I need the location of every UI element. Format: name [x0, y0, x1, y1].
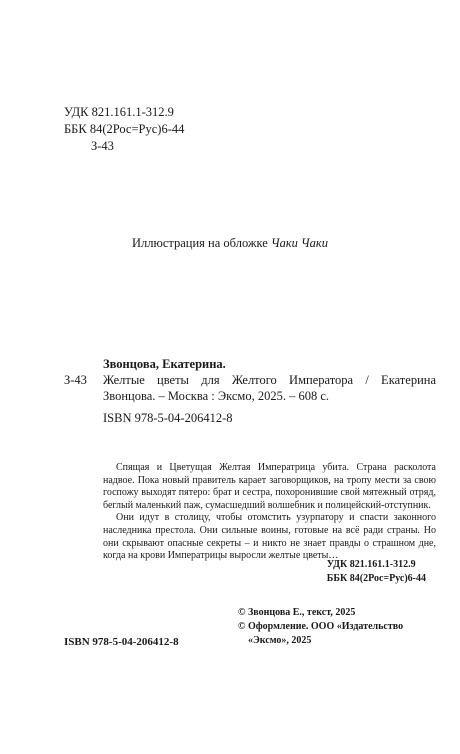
illustration-artist: Чаки Чаки [270, 236, 328, 250]
author-mark: З-43 [91, 139, 114, 153]
catalog-entry-row [64, 372, 436, 404]
top-classification-block [64, 104, 184, 155]
copyright-text: © Звонцова Е., текст, 2025 [238, 607, 356, 618]
catalog-author: Звонцова, Екатерина. [103, 357, 226, 371]
footer-udk: УДК 821.161.1-312.9 [326, 559, 416, 570]
bbk-code: ББК 84(2Рос=Рус)6-44 [64, 122, 185, 136]
illustration-prefix: Иллюстрация на обложке [131, 236, 268, 250]
copyright-design: © Оформление. ООО «Издательство [238, 621, 404, 632]
annotation-paragraph-1: Спящая и Цветущая Желтая Императрица убита. Страна расколота надвое. Пока новый правитель карает заговорщиков, на тропу мести за свою госпожу выходят пятеро: брат и сестра, похоронившие свой мятежный отряд, беглый маленький паж, сумасшедший волшебник и полицейский-отступник. [103, 462, 436, 511]
illustration-credit [0, 236, 460, 251]
catalog-isbn: ISBN 978-5-04-206412-8 [103, 411, 233, 425]
annotation [103, 462, 436, 563]
footer-classification-block [327, 558, 426, 586]
annotation-paragraph-2: Они идут в столицу, чтобы отомстить узурпатору и спасти законного наследника престола. Они сильные воины, готовые на всё ради страны. Но они скрывают опасные секреты – и никто не знает правды о страшном дне, когда на крови Императрицы выросли желтые цветы… [103, 512, 436, 562]
isbn-bottom: ISBN 978-5-04-206412-8 [64, 636, 179, 648]
copyright-block [238, 606, 403, 648]
copyright-publisher: «Эксмо», 2025 [248, 635, 312, 646]
footer-bbk: ББК 84(2Рос=Рус)6-44 [326, 573, 426, 584]
catalog-entry: Желтые цветы для Желтого Императора / Екатерина Звонцова. – Москва : Эксмо, 2025. – 608 с. [103, 373, 436, 403]
catalog-code: З-43 [64, 373, 87, 387]
udk-code: УДК 821.161.1-312.9 [64, 105, 174, 119]
catalog-record [64, 356, 436, 426]
